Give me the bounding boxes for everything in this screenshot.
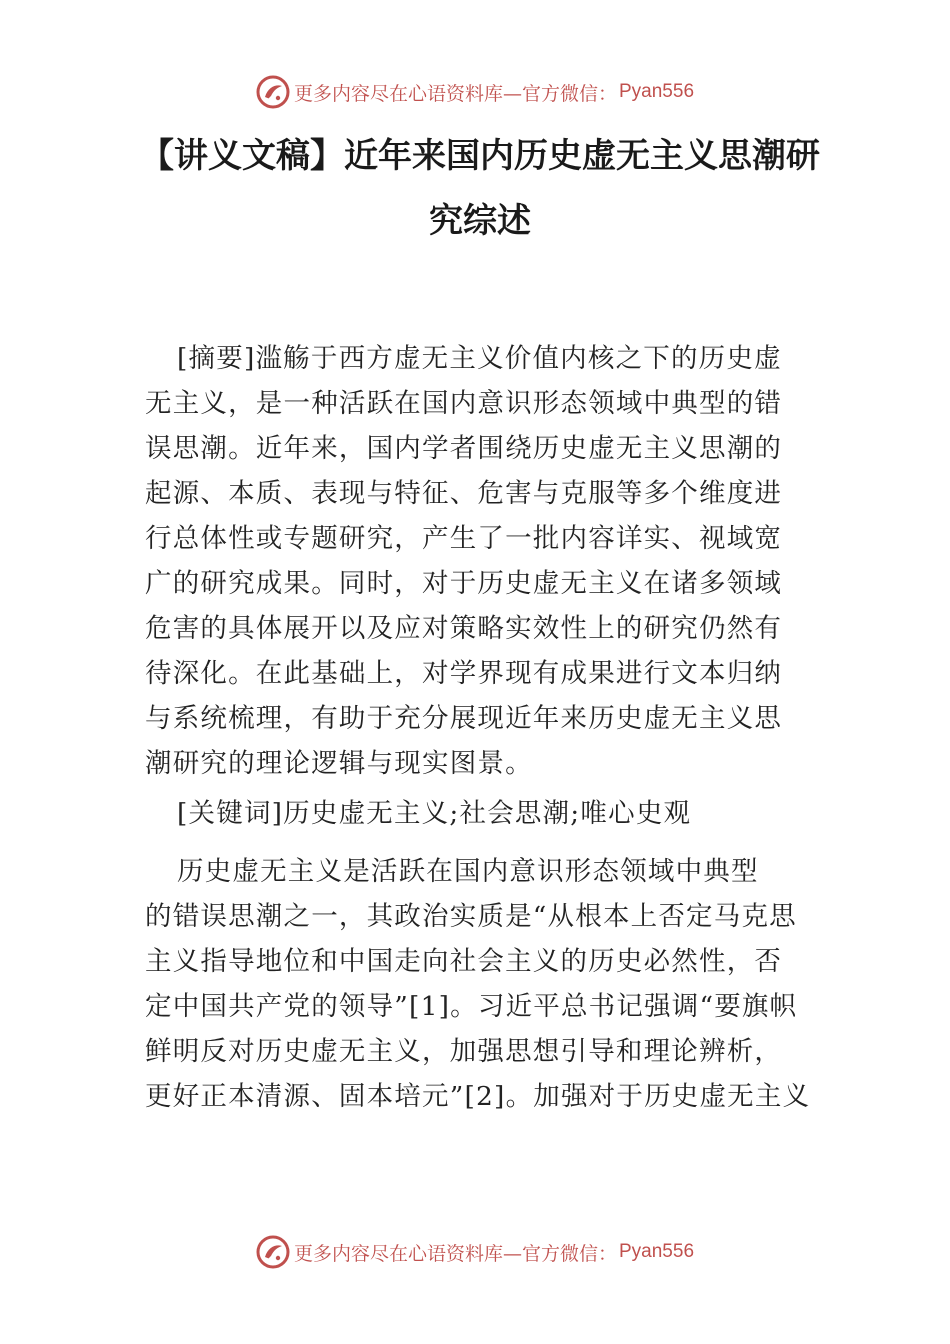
banner-text: 更多内容尽在心语资料库—官方微信： xyxy=(293,82,617,105)
document-title xyxy=(140,124,820,254)
banner-text: 更多内容尽在心语资料库—官方微信： xyxy=(293,1242,617,1265)
text-line: 鲜明反对历史虚无主义，加强思想引导和理论辨析， xyxy=(145,1036,783,1067)
text-line: [摘要]滥觞于西方虚无主义价值内核之下的历史虚 xyxy=(177,343,782,374)
text-line: 危害的具体展开以及应对策略实效性上的研究仍然有 xyxy=(145,613,783,644)
text-line: 待深化。在此基础上，对学界现有成果进行文本归纳 xyxy=(145,658,783,689)
abstract-paragraph xyxy=(145,336,815,786)
text-line: 定中国共产党的领导”[1]。习近平总书记强调“要旗帜 xyxy=(145,991,798,1022)
text-line: [关键词]历史虚无主义;社会思潮;唯心史观 xyxy=(177,798,692,829)
title-line: 究综述 xyxy=(429,201,531,241)
text-line: 广的研究成果。同时，对于历史虚无主义在诸多领域 xyxy=(145,568,783,599)
text-line: 与系统梳理，有助于充分展现近年来历史虚无主义思 xyxy=(145,703,783,734)
text-line: 历史虚无主义是活跃在国内意识形态领域中典型 xyxy=(177,856,759,887)
wechat-id: Pyan556 xyxy=(619,81,695,102)
text-line: 行总体性或专题研究，产生了一批内容详实、视域宽 xyxy=(145,523,783,554)
title-line: 【讲义文稿】近年来国内历史虚无主义思潮研 xyxy=(140,136,820,176)
body-paragraph xyxy=(145,849,815,1119)
wechat-id: Pyan556 xyxy=(619,1241,695,1262)
keywords-paragraph xyxy=(145,791,815,836)
text-line: 更好正本清源、固本培元”[2]。加强对于历史虚无主义 xyxy=(145,1081,811,1112)
header-watermark-banner xyxy=(0,72,950,112)
footer-watermark-banner xyxy=(0,1232,950,1272)
quill-logo-icon xyxy=(256,75,290,109)
text-line: 无主义，是一种活跃在国内意识形态领域中典型的错 xyxy=(145,388,783,419)
text-line: 潮研究的理论逻辑与现实图景。 xyxy=(145,748,533,779)
text-line: 主义指导地位和中国走向社会主义的历史必然性，否 xyxy=(145,946,783,977)
text-line: 起源、本质、表现与特征、危害与克服等多个维度进 xyxy=(145,478,783,509)
text-line: 误思潮。近年来，国内学者围绕历史虚无主义思潮的 xyxy=(145,433,783,464)
text-line: 的错误思潮之一，其政治实质是“从根本上否定马克思 xyxy=(145,901,797,932)
quill-logo-icon xyxy=(256,1235,290,1269)
